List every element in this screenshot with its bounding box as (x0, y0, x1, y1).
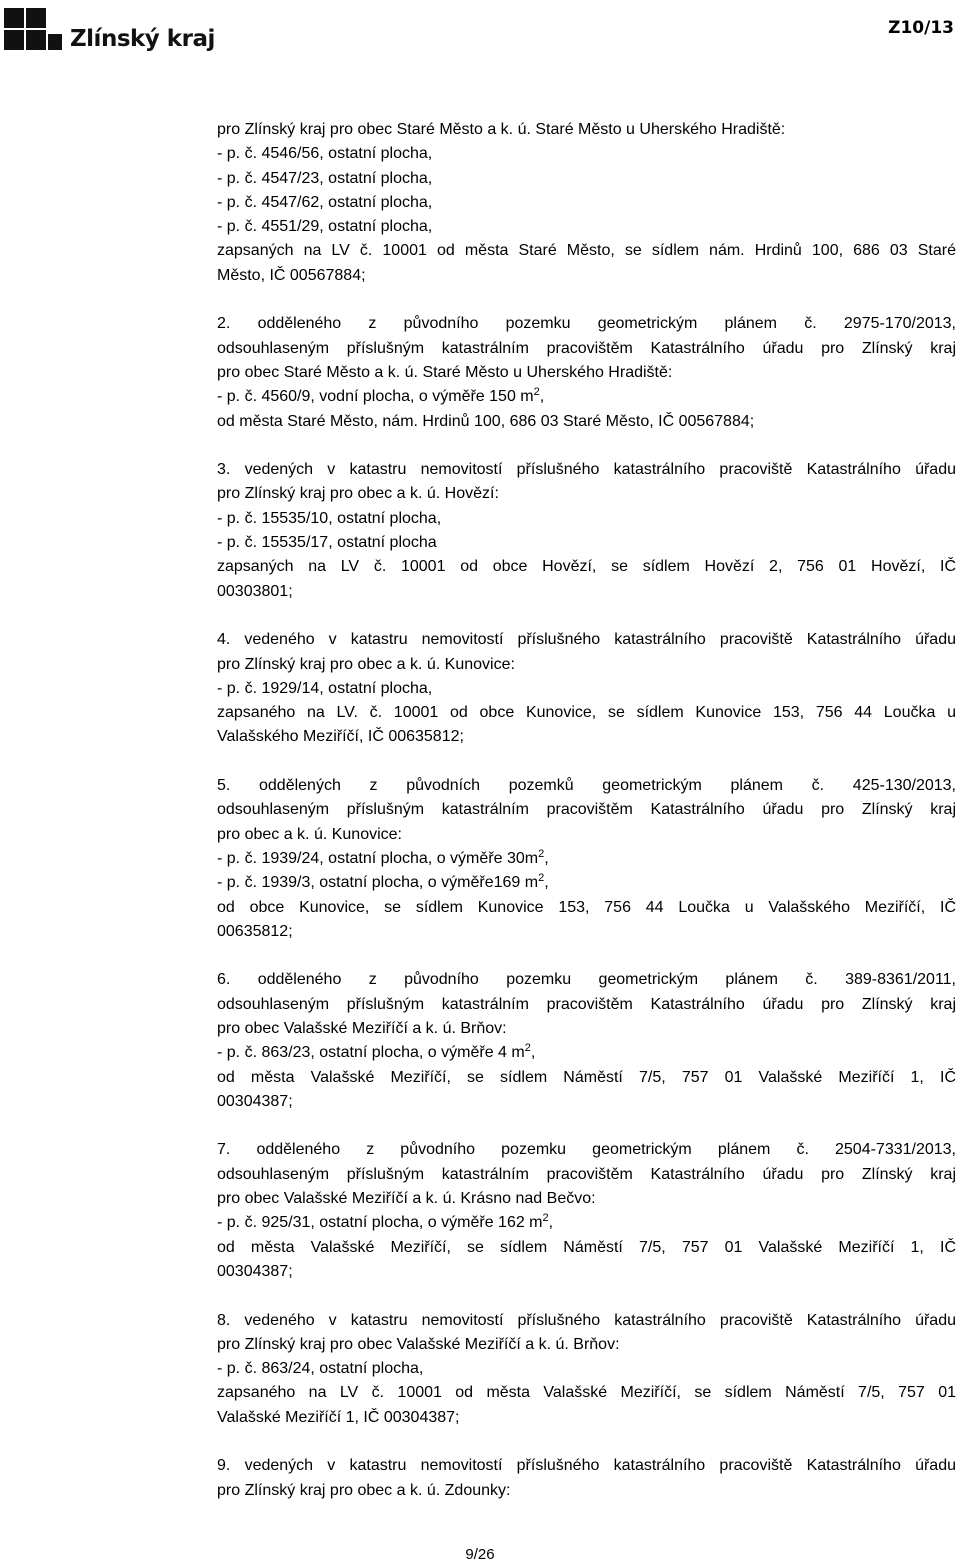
text-line: zapsaných na LV č. 10001 od obce Hovězí, se sídlem Hovězí 2, 756 01 Hovězí, IČ (217, 558, 956, 576)
text-line: pro Zlínský kraj pro obec a k. ú. Hovězí: (217, 485, 499, 503)
page-number: 9/26 (465, 1546, 495, 1563)
item-6-heading: 6. odděleného z původního pozemku geometrickým plánem č. 389-8361/2011, (217, 971, 956, 989)
text-line: zapsaného na LV. č. 10001 od obce Kunovice, se sídlem Kunovice 153, 756 44 Loučka u (217, 704, 956, 722)
document-body (217, 118, 956, 1503)
item-8-heading: 8. vedeného v katastru nemovitostí příslušného katastrálního pracoviště Katastrálního úřadu (217, 1311, 956, 1329)
text-line: pro Zlínský kraj pro obec Staré Město a k. ú. Staré Město u Uherského Hradiště: (217, 121, 786, 138)
item-3-heading: 3. vedených v katastru nemovitostí příslušného katastrálního pracoviště Katastrálního úřadu (217, 461, 956, 479)
text-line: - p. č. 4551/29, ostatní plocha, (217, 218, 433, 236)
text-line: - p. č. 4547/62, ostatní plocha, (217, 193, 433, 211)
text-line: pro obec Valašské Meziříčí a k. ú. Krásno nad Bečvo: (217, 1190, 596, 1208)
text-line: - p. č. 863/23, ostatní plocha, o výměře 4 $m^2$, (217, 1042, 536, 1062)
zlinsky-kraj-logo (4, 8, 215, 58)
text-line: pro obec Staré Město a k. ú. Staré Město u Uherského Hradiště: (217, 363, 673, 381)
text-line: Valašského Meziříčí, IČ 00635812; (217, 728, 464, 746)
text-line: zapsaného na LV č. 10001 od města Valašské Meziříčí, se sídlem Náměstí 7/5, 757 01 (217, 1384, 956, 1402)
text-line: odsouhlaseným příslušným katastrálním pracovištěm Katastrálního úřadu pro Zlínský kraj (217, 1165, 956, 1183)
text-line: od obce Kunovice, se sídlem Kunovice 153, 756 44 Loučka u Valašského Meziříčí, IČ (217, 898, 956, 916)
text-line: pro obec Valašské Meziříčí a k. ú. Brňov: (217, 1019, 507, 1037)
text-line: odsouhlaseným příslušným katastrálním pracovištěm Katastrálního úřadu pro Zlínský kraj (217, 995, 956, 1013)
text-line: - p. č. 4546/56, ostatní plocha, (217, 145, 433, 163)
text-line: pro Zlínský kraj pro obec a k. ú. Zdounky: (217, 1481, 511, 1499)
item-2-heading: 2. odděleného z původního pozemku geometrickým plánem č. 2975-170/2013, (217, 315, 956, 333)
logo-text: Zlínský kraj (70, 26, 215, 52)
text-line: - p. č. 1939/3, ostatní plocha, o výměře169 $m^2$, (217, 872, 549, 892)
item-4-heading: 4. vedeného v katastru nemovitostí příslušného katastrálního pracoviště Katastrálního úřadu (217, 631, 956, 649)
text-line: od města Valašské Meziříčí, se sídlem Náměstí 7/5, 757 01 Valašské Meziříčí 1, IČ (217, 1238, 956, 1256)
text-line: 00635812; (217, 922, 293, 940)
text-line: - p. č. 15535/10, ostatní plocha, (217, 509, 442, 527)
text-line: Valašské Meziříčí 1, IČ 00304387; (217, 1408, 460, 1426)
text-line: odsouhlaseným příslušným katastrálním pracovištěm Katastrálního úřadu pro Zlínský kraj (217, 801, 956, 819)
text-line: pro obec a k. ú. Kunovice: (217, 825, 402, 843)
text-line: - p. č. 1929/14, ostatní plocha, (217, 679, 433, 697)
text-line: pro Zlínský kraj pro obec Valašské Meziříčí a k. ú. Brňov: (217, 1335, 620, 1353)
text-line: - p. č. 15535/17, ostatní plocha (217, 534, 437, 552)
text-line: - p. č. 925/31, ostatní plocha, o výměře 162 $m^2$, (217, 1212, 554, 1232)
item-9-heading: 9. vedených v katastru nemovitostí příslušného katastrálního pracoviště Katastrálního úřadu (217, 1457, 956, 1475)
text-line: od města Valašské Meziříčí, se sídlem Náměstí 7/5, 757 01 Valašské Meziříčí 1, IČ (217, 1068, 956, 1086)
text-line: - p. č. 4560/9, vodní plocha, o výměře 150 $m^2$, (217, 386, 545, 406)
text-line: pro Zlínský kraj pro obec a k. ú. Kunovice: (217, 655, 515, 673)
text-line: 00304387; (217, 1262, 293, 1280)
logo-squares-icon (4, 8, 64, 52)
text-line: 00304387; (217, 1092, 293, 1110)
item-7-heading: 7. odděleného z původního pozemku geometrickým plánem č. 2504-7331/2013, (217, 1141, 956, 1159)
text-line: od města Staré Město, nám. Hrdinů 100, 686 03 Staré Město, IČ 00567884; (217, 412, 755, 430)
text-line: - p. č. 4547/23, ostatní plocha, (217, 169, 433, 187)
text-line: - p. č. 1939/24, ostatní plocha, o výměře $30m^2$, (217, 847, 549, 867)
text-line: Město, IČ 00567884; (217, 266, 366, 284)
text-line: - p. č. 863/24, ostatní plocha, (217, 1360, 424, 1378)
text-line: 00303801; (217, 582, 293, 600)
item-5-heading: 5. oddělených z původních pozemků geometrickým plánem č. 425-130/2013, (217, 777, 956, 795)
document-code: Z10/13 (888, 18, 954, 38)
text-line: odsouhlaseným příslušným katastrálním pracovištěm Katastrálního úřadu pro Zlínský kraj (217, 339, 956, 357)
text-line: zapsaných na LV č. 10001 od města Staré Město, se sídlem nám. Hrdinů 100, 686 03 Staré (217, 242, 956, 260)
